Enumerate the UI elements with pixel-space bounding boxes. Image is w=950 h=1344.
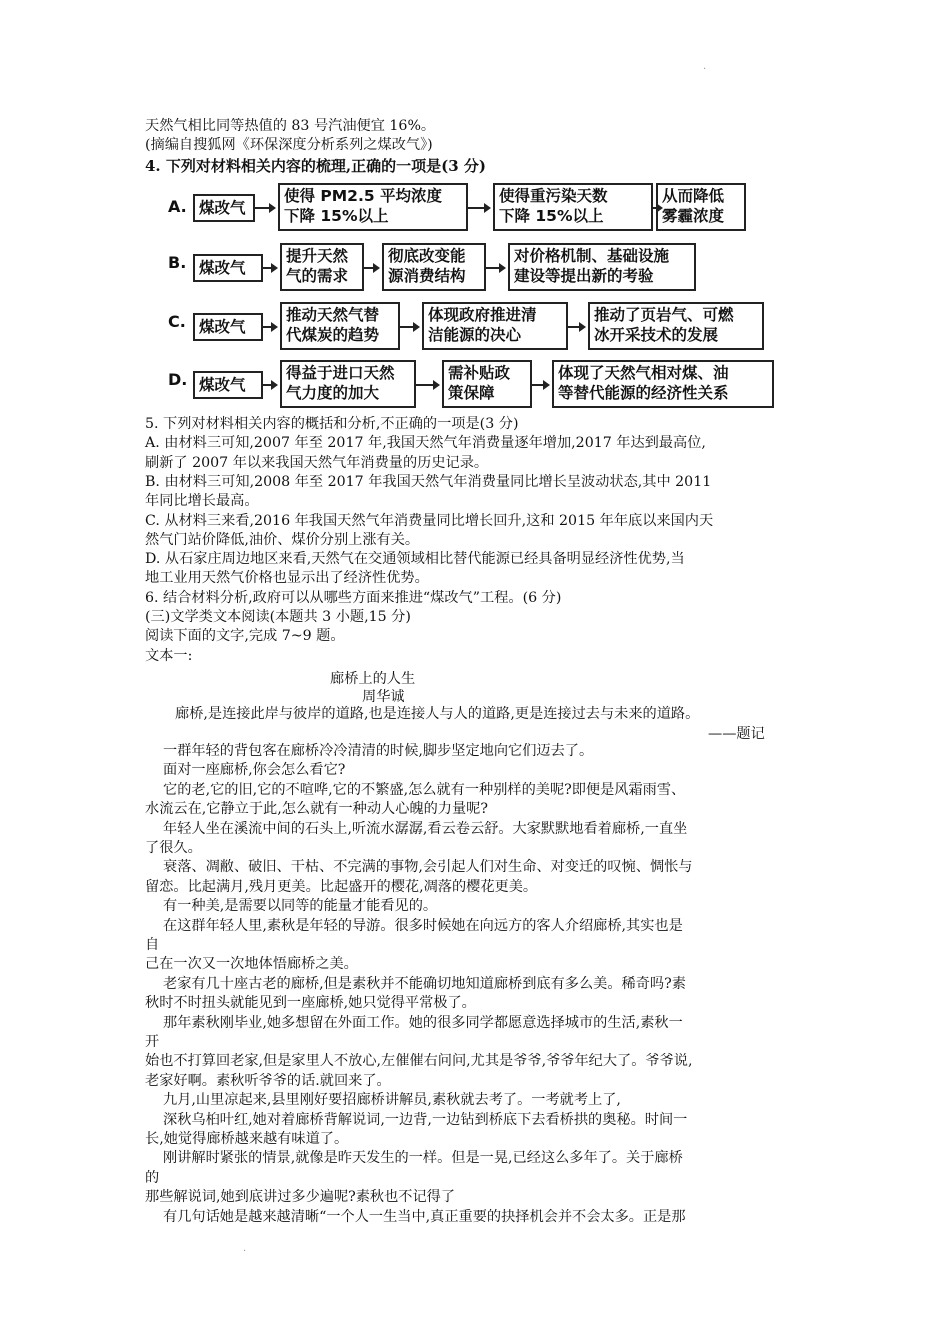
story-line: 九月,山里凉起来,县里刚好要招廊桥讲解员,素秋就去考了。一考就考上了, [145, 1092, 621, 1109]
flow-box-text: 提升天然 [286, 247, 349, 265]
flow-box-text: 等替代能源的经济性关系 [558, 384, 729, 402]
text-line: (三)文学类文本阅读(本题共 3 小题,15 分) [145, 609, 411, 625]
flow-box-text: 使得重污染天数 [499, 187, 608, 205]
story-line: 有几句话她是越来越清晰“一个人一生当中,真正重要的抉择机会并不会太多。正是那 [145, 1208, 686, 1225]
flow-box [382, 243, 486, 291]
flow-box-text: 煤改气 [199, 376, 246, 394]
text-line: 阅读下面的文字,完成 7~9 题。 [145, 628, 345, 645]
story-line: 长,她觉得廊桥越来越有味道了。 [145, 1131, 349, 1147]
option-letter: D. [168, 370, 188, 389]
flow-box-text: 雾霾浓度 [662, 207, 725, 225]
scan-speck: · [243, 1246, 247, 1257]
story-line: 它的老,它的旧,它的不喧哗,它的不繁盛,怎么就有一种别样的美呢?即便是风霜雨雪、 [145, 781, 686, 798]
question-4-stem: 4. 下列对材料相关内容的梳理,正确的一项是(3 分) [145, 157, 486, 175]
option-row-a [168, 183, 778, 223]
story-line: 了很久。 [145, 840, 202, 856]
flow-start-box [193, 313, 263, 341]
text-line: D. 从石家庄周边地区来看,天然气在交通领域相比替代能源已经具备明显经济性优势,当 [145, 551, 685, 568]
flow-box-text: 体现了天然气相对煤、油 [558, 364, 729, 382]
flow-box-text: 推动了页岩气、可燃 [594, 306, 734, 324]
flow-box-text: 建设等提出新的考验 [514, 267, 654, 285]
story-line: 衰落、凋敝、破旧、干枯、不完满的事物,会引起人们对生命、对变迁的叹惋、惆怅与 [145, 859, 693, 876]
flow-box-text: 气力度的加大 [286, 384, 380, 402]
text-line: 文本一: [145, 647, 193, 664]
story-line: 一群年轻的背包客在廊桥冷冷清清的时候,脚步坚定地向它们迈去了。 [145, 743, 594, 759]
flow-arrow-icon [263, 326, 276, 328]
flow-box-text: 策保障 [448, 384, 495, 402]
text-line: 地工业用天然气价格也显示出了经济性优势。 [145, 570, 429, 587]
option-letter: B. [168, 253, 187, 272]
flow-box-text: 源消费结构 [388, 267, 466, 285]
flow-arrow-icon [364, 267, 378, 269]
flow-box-text: 煤改气 [199, 199, 246, 217]
flow-box-text: 推动天然气替 [286, 306, 380, 324]
option-letter: C. [168, 312, 186, 331]
text-line: 天然气相比同等热值的 83 号汽油便宜 16%。 [145, 118, 436, 134]
story-line: 秋时不时扭头就能见到一座廊桥,她只觉得平常极了。 [145, 995, 476, 1012]
story-line: 自 [145, 937, 160, 953]
story-line: 的 [145, 1169, 160, 1186]
flow-arrow-icon [263, 267, 276, 269]
text-line: C. 从材料三来看,2016 年我国天然气年消费量同比增长回升,这和 2015 年年底以来国内天 [145, 512, 714, 529]
flow-box [280, 360, 416, 408]
story-epigraph: 廊桥,是连接此岸与彼岸的道路,也是连接人与人的道路,更是连接过去与未来的道路。 [175, 706, 700, 722]
flow-arrow-icon [568, 326, 584, 328]
flow-box [493, 183, 653, 231]
story-line: 老家有几十座古老的廊桥,但是素秋并不能确切地知道廊桥到底有多么美。稀奇吗?素 [145, 975, 686, 992]
flow-box-text: 下降 15%以上 [284, 207, 389, 225]
flow-box-text: 彻底改变能 [388, 247, 466, 265]
story-author: 周华诚 [362, 689, 405, 705]
flow-box-text: 冰开采技术的发展 [594, 326, 719, 344]
story-line: 开 [145, 1034, 160, 1050]
flow-box-text: 煤改气 [199, 259, 246, 277]
story-line: 在这群年轻人里,素秋是年轻的导游。很多时候她在向远方的客人介绍廊桥,其实也是 [145, 917, 683, 934]
flow-start-box [193, 194, 255, 222]
flow-box-text: 需补贴政 [448, 364, 511, 382]
option-row-b [168, 243, 778, 283]
flow-box [588, 302, 764, 350]
flow-box [552, 360, 774, 408]
flow-arrow-icon [486, 267, 504, 269]
flow-start-box [193, 254, 263, 282]
option-row-c [168, 302, 778, 342]
flow-box [280, 302, 400, 350]
story-line: 有一种美,是需要以同等的能量才能看见的。 [145, 898, 438, 915]
source-citation: (摘编自搜狐网《环保深度分析系列之煤改气》) [145, 137, 433, 153]
flow-box-text: 代煤炭的趋势 [286, 326, 380, 344]
text-line: 5. 下列对材料相关内容的概括和分析,不正确的一项是(3 分) [145, 416, 519, 432]
story-line: 年轻人坐在溪流中间的石头上,听流水潺潺,看云卷云舒。大家默默地看着廊桥,一直坐 [145, 820, 688, 837]
story-title: 廊桥上的人生 [330, 671, 416, 687]
flow-box-text: 使得 PM2.5 平均浓度 [284, 187, 443, 205]
text-line: 年同比增长最高。 [145, 493, 259, 510]
flow-box-text: 对价格机制、基础设施 [514, 247, 670, 265]
story-line: 那些解说词,她到底讲过多少遍呢?素秋也不记得了 [145, 1189, 456, 1206]
flow-box-text: 得益于进口天然 [286, 364, 395, 382]
flow-box-text: 煤改气 [199, 318, 246, 336]
flow-box [442, 360, 532, 408]
flow-box [422, 302, 568, 350]
story-line: 面对一座廊桥,你会怎么看它? [145, 762, 346, 779]
text-line: B. 由材料三可知,2008 年至 2017 年我国天然气年消费量同比增长呈波动状态,其中 2011 [145, 473, 712, 490]
story-line: 老家好啊。素秋听爷爷的话.就回来了。 [145, 1072, 391, 1089]
flow-box-text: 从而降低 [662, 187, 725, 205]
option-row-d [168, 360, 778, 400]
story-line: 留恋。比起满月,残月更美。比起盛开的樱花,凋落的樱花更美。 [145, 878, 538, 895]
story-line: 深秋乌桕叶红,她对着廊桥背解说词,一边背,一边钻到桥底下去看桥拱的奥秘。时间一 [145, 1111, 688, 1128]
flow-box [656, 183, 746, 231]
epigraph-signature: ——题记 [708, 726, 765, 742]
flow-arrow-icon [416, 384, 438, 386]
story-line: 水流云在,它静立于此,怎么就有一种动人心魄的力量呢? [145, 801, 488, 818]
flow-arrow-icon [653, 207, 661, 209]
story-line: 那年素秋刚毕业,她多想留在外面工作。她的很多同学都愿意选择城市的生活,素秋一 [145, 1014, 683, 1031]
story-line: 己在一次又一次地体悟廊桥之美。 [145, 956, 358, 973]
text-line: A. 由材料三可知,2007 年至 2017 年,我国天然气年消费量逐年增加,2017 年达到最高位, [145, 435, 706, 452]
flow-box-text: 气的需求 [286, 267, 349, 285]
text-line: 6. 结合材料分析,政府可以从哪些方面来推进“煤改气”工程。(6 分) [145, 589, 562, 606]
flow-box [278, 183, 468, 231]
flow-arrow-icon [400, 326, 418, 328]
flow-box-text: 下降 15%以上 [499, 207, 604, 225]
option-letter: A. [168, 197, 187, 216]
story-line: 始也不打算回老家,但是家里人不放心,左催催右问问,尤其是爷爷,爷爷年纪大了。爷爷说, [145, 1053, 693, 1070]
text-line: 然气门站价降低,油价、煤价分别上涨有关。 [145, 531, 420, 548]
flow-box-text: 体现政府推进清 [428, 306, 537, 324]
flow-start-box [193, 371, 263, 399]
story-line: 刚讲解时紧张的情景,就像是昨天发生的一样。但是一晃,已经这么多年了。关于廊桥 [145, 1150, 683, 1167]
flow-box [508, 243, 696, 291]
flow-arrow-icon [255, 207, 274, 209]
scan-speck: · [703, 64, 707, 75]
flow-box-text: 洁能源的决心 [428, 326, 522, 344]
text-line: 刷新了 2007 年以来我国天然气年消费量的历史记录。 [145, 454, 489, 471]
flow-box [280, 243, 364, 291]
flow-arrow-icon [468, 207, 489, 209]
flow-arrow-icon [532, 384, 548, 386]
flow-arrow-icon [263, 384, 276, 386]
